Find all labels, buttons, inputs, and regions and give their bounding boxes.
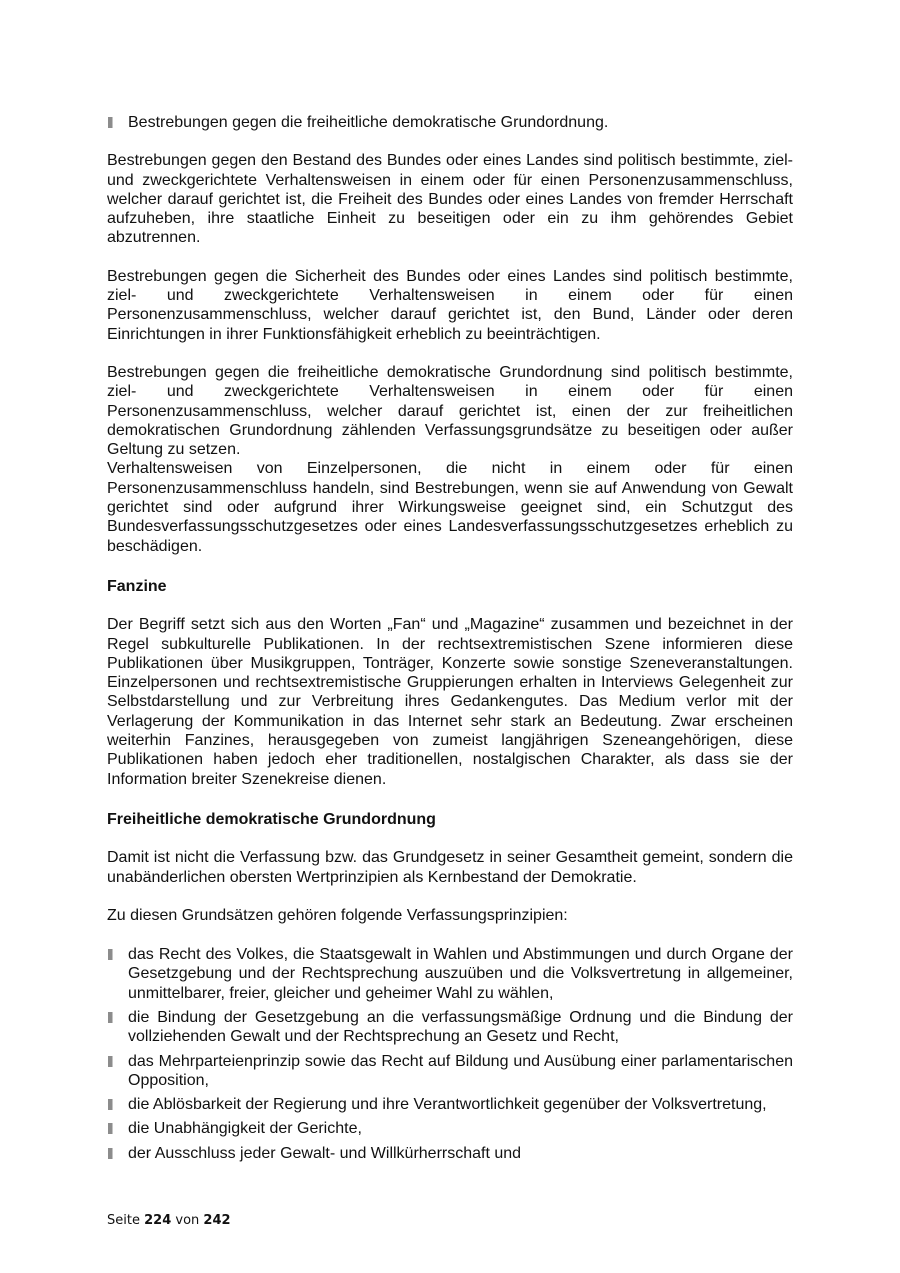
paragraph-bestand: Bestrebungen gegen den Bestand des Bundes oder eines Landes sind politisch bestimmte, ziel- und zweckgerichtete Verhaltensweisen in einem oder für einen Personenzusammenschluss, welcher darauf gerichtet ist, die Freiheit des Bundes oder eines Landes von fremder Herrschaft aufzuheben, ihre staatliche Einheit zu beseitigen oder ein zu ihm gehörendes Gebiet abzutrennen. bbox=[107, 152, 793, 247]
bullet-icon bbox=[108, 949, 112, 960]
page-footer bbox=[107, 1211, 231, 1230]
page-content bbox=[107, 113, 793, 1168]
current-page-number: 224 bbox=[144, 1213, 172, 1228]
list-item-text: das Recht des Volkes, die Staatsgewalt in Wahlen und Abstimmungen und durch Organe der Gesetzgebung und der Rechtsprechung auszuüben und die Volksvertretung in allgemeiner, unmittelbarer, freier, gleicher und geheimer Wahl zu wählen, bbox=[128, 946, 793, 1002]
paragraph-sicherheit: Bestrebungen gegen die Sicherheit des Bundes oder eines Landes sind politisch bestimmte, ziel- und zweckgerichtete Verhaltensweisen in einem oder für einen Personenzusammenschluss, welcher darauf gerichtet ist, den Bund, Länder oder deren Einrichtungen in ihrer Funktionsfähigkeit erheblich zu beeinträchtigen. bbox=[107, 267, 793, 343]
list-item bbox=[107, 113, 793, 132]
bullet-icon bbox=[108, 1148, 112, 1159]
grundsaetze-intro: Zu diesen Grundsätzen gehören folgende Verfassungsprinzipien: bbox=[107, 906, 568, 924]
paragraph-fdgo: Bestrebungen gegen die freiheitliche demokratische Grundordnung sind politisch bestimmte, ziel- und zweckgerichtete Verhaltensweisen in einem oder für einen Personenzusammenschluss, welcher darauf gerichtet ist, einen der zur freiheitlichen demokratischen Grundordnung zählenden Verfassungsgrundsätze zu beseitigen oder außer Geltung zu setzen. bbox=[107, 363, 793, 459]
list-item bbox=[107, 1119, 793, 1138]
bullet-icon bbox=[108, 117, 112, 128]
bullet-icon bbox=[108, 1012, 112, 1023]
fanzine-heading: Fanzine bbox=[107, 577, 167, 595]
grundordnung-heading: Freiheitliche demokratische Grundordnung bbox=[107, 810, 436, 828]
list-item-text: die Ablösbarkeit der Regierung und ihre Verantwortlichkeit gegenüber der Volksvertretung, bbox=[128, 1096, 767, 1114]
bullet-icon bbox=[108, 1099, 112, 1110]
list-item bbox=[107, 945, 793, 1003]
bullet-icon bbox=[108, 1056, 112, 1067]
paragraph-einzelpersonen: Verhaltensweisen von Einzelpersonen, die nicht in einem oder für einen Personenzusammenschluss handeln, sind Bestrebungen, wenn sie auf Anwendung von Gewalt gerichtet sind oder aufgrund ihrer Wirkungsweise geeignet sind, ein Schutzgut des Bundesverfassungsschutzgesetzes oder eines Landesverfassungsschutzgesetzes erheblich zu beschädigen. bbox=[107, 460, 793, 555]
list-item bbox=[107, 1095, 793, 1114]
list-item bbox=[107, 1008, 793, 1047]
footer-separator: von bbox=[175, 1213, 200, 1228]
list-item bbox=[107, 1144, 793, 1163]
intro-bullet-text: Bestrebungen gegen die freiheitliche demokratische Grundordnung. bbox=[128, 114, 609, 131]
fanzine-paragraph: Der Begriff setzt sich aus den Worten „Fan“ und „Magazine“ zusammen und bezeichnet in der Regel subkulturelle Publikationen. In der rechtsextremistischen Szene informieren diese Publikationen über Musikgruppen, Tonträger, Konzerte sowie sonstige Szeneveranstaltungen. Einzelpersonen und rechtsextremistische Gruppierungen erhalten in Interviews Gelegenheit zur Selbstdarstellung und zur Verbreitung ihres Gedankengutes. Das Medium verlor mit der Verlagerung der Kommunikation in das Internet sehr stark an Bedeutung. Zwar erscheinen weiterhin Fanzines, herausgegeben von zumeist langjährigen Szeneangehörigen, diese Publikationen haben jedoch eher traditionellen, nostalgischen Charakter, als dass sie der Information breiter Szenekreise dienen. bbox=[107, 616, 793, 788]
bullet-icon bbox=[108, 1123, 112, 1134]
list-item-text: das Mehrparteienprinzip sowie das Recht auf Bildung und Ausübung einer parlamentarischen Opposition, bbox=[128, 1052, 793, 1089]
footer-prefix: Seite bbox=[107, 1213, 140, 1228]
list-item-text: die Bindung der Gesetzgebung an die verfassungsmäßige Ordnung und die Bindung der vollziehenden Gewalt und der Rechtsprechung an Gesetz und Recht, bbox=[128, 1008, 793, 1046]
intro-bullet-list bbox=[107, 113, 793, 132]
grundordnung-paragraph: Damit ist nicht die Verfassung bzw. das Grundgesetz in seiner Gesamtheit gemeint, sondern die unabänderlichen obersten Wertprinzipien als Kernbestand der Demokratie. bbox=[107, 849, 793, 886]
list-item-text: die Unabhängigkeit der Gerichte, bbox=[128, 1120, 362, 1138]
list-item bbox=[107, 1052, 793, 1091]
total-pages-number: 242 bbox=[203, 1213, 231, 1228]
verfassungsprinzipien-list bbox=[107, 945, 793, 1163]
list-item-text: der Ausschluss jeder Gewalt- und Willkürherrschaft und bbox=[128, 1144, 522, 1162]
